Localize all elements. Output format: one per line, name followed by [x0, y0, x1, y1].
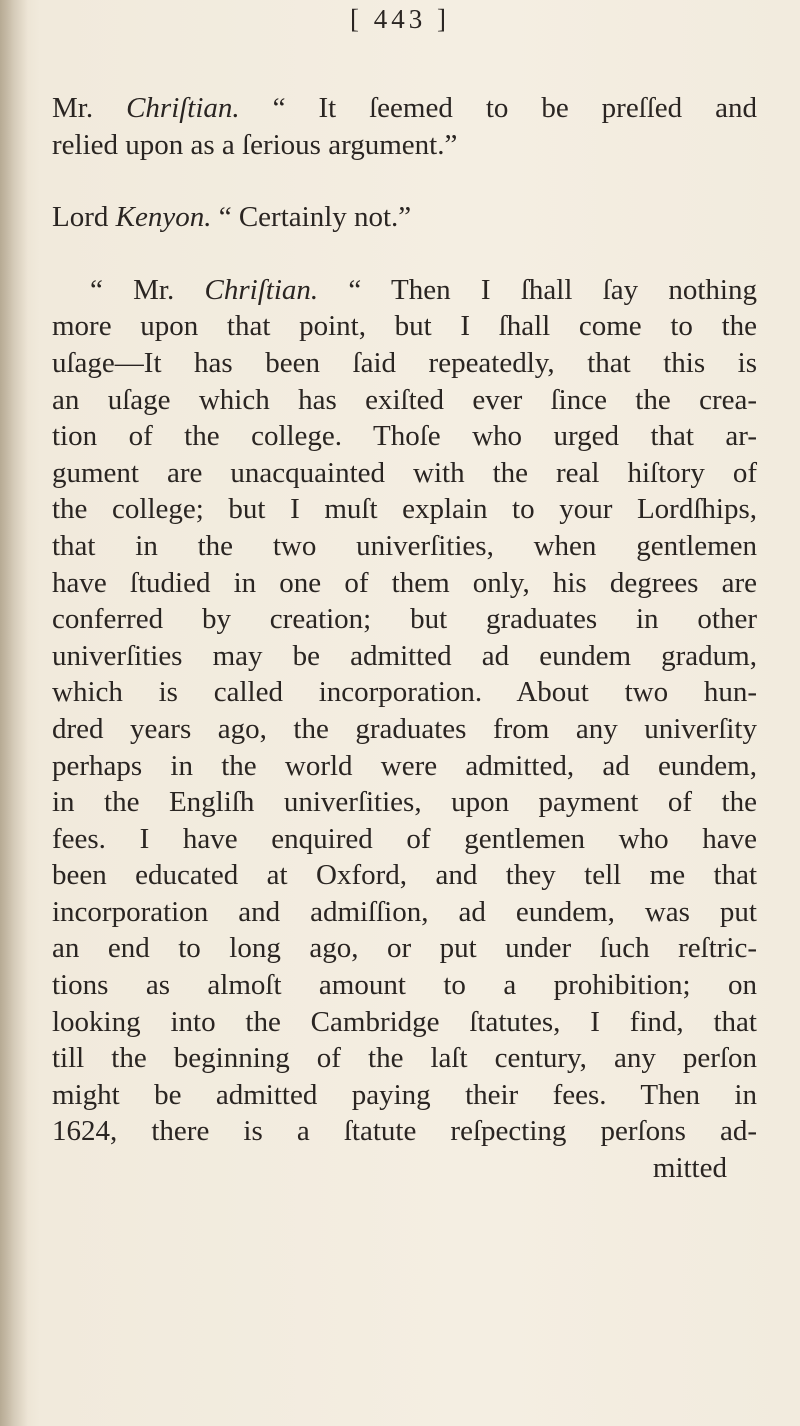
line-text: “ Then I ſhall ſay nothing [318, 273, 757, 306]
line-text: been educated at Oxford, and they tell me that [52, 859, 757, 892]
line-text: an end to long ago, or put under ſuch reſtric- [52, 932, 757, 965]
text-line [52, 821, 757, 858]
text-line [52, 308, 757, 345]
text-line [52, 345, 757, 382]
text-line [52, 455, 757, 492]
text-line [52, 1113, 757, 1150]
body-text [52, 90, 757, 1187]
speaker-name: Kenyon. [115, 201, 212, 234]
line-text: “ It ſeemed to be preſſed and [239, 92, 758, 124]
line-text: perhaps in the world were admitted, ad eundem, [52, 749, 757, 782]
line-text: might be admitted paying their fees. Then in [52, 1078, 757, 1111]
line-text: fees. I have enquired of gentlemen who have [52, 822, 757, 855]
text-line [52, 1077, 757, 1114]
catchword: mitted [652, 1152, 727, 1185]
text-line [52, 601, 757, 638]
gutter-shadow [0, 0, 28, 1426]
paragraph [52, 90, 757, 163]
text-line [52, 491, 757, 528]
speaker-name: Chriſtian. [204, 273, 319, 306]
text-line [52, 638, 757, 675]
line-text: univerſities may be admitted ad eundem gradum, [52, 639, 757, 672]
line-text: tion of the college. Thoſe who urged that ar- [52, 420, 757, 453]
text-line [52, 784, 757, 821]
text-line [52, 1040, 757, 1077]
line-text: which is called incorporation. About two hun- [52, 676, 757, 709]
paragraph [52, 272, 757, 1150]
line-text: conferred by creation; but graduates in other [52, 603, 757, 636]
line-text: “ Mr. [90, 273, 205, 306]
line-text: in the Engliſh univerſities, upon payment of the [52, 786, 757, 819]
text-line [52, 857, 757, 894]
paragraph-gap [52, 163, 757, 199]
paragraph [52, 199, 757, 236]
line-text: uſage—It has been ſaid repeatedly, that this is [52, 346, 757, 379]
line-text: looking into the Cambridge ſtatutes, I find, that [52, 1005, 757, 1038]
page-number-header: [ 443 ] [350, 4, 450, 34]
line-text: gument are unacquainted with the real hiſtory of [52, 456, 757, 489]
line-text: Lord [52, 201, 116, 234]
text-line [52, 1004, 757, 1041]
text-line [52, 272, 757, 309]
line-text: an uſage which has exiſted ever ſince the crea- [52, 383, 757, 416]
line-text: “ Certainly not.” [211, 201, 412, 234]
line-text: dred years ago, the graduates from any univerſity [52, 712, 757, 745]
line-text: till the beginning of the laſt century, any perſon [52, 1042, 757, 1075]
line-text: incorporation and admiſſion, ad eundem, was put [52, 895, 757, 928]
text-line [52, 90, 757, 127]
text-line [52, 382, 757, 419]
text-line [52, 199, 757, 236]
text-line [52, 565, 757, 602]
line-text: tions as almoſt amount to a prohibition; on [52, 969, 757, 1002]
line-text: 1624, there is a ſtatute reſpecting perſons ad- [52, 1115, 757, 1148]
text-line [52, 127, 757, 164]
text-line [52, 674, 757, 711]
line-text: have ſtudied in one of them only, his degrees are [52, 566, 757, 599]
line-text: Mr. [52, 92, 127, 124]
text-line [52, 894, 757, 931]
text-line [52, 418, 757, 455]
text-line [52, 711, 757, 748]
text-line [52, 528, 757, 565]
text-line [52, 748, 757, 785]
line-text: that in the two univerſities, when gentlemen [52, 529, 757, 562]
line-text: relied upon as a ſerious argument.” [52, 128, 458, 161]
line-text: the college; but I muſt explain to your Lordſhips, [52, 493, 757, 526]
line-text: more upon that point, but I ſhall come to the [52, 310, 757, 343]
speaker-name: Chriſtian. [126, 92, 240, 124]
paragraph-gap [52, 236, 757, 272]
text-line [52, 930, 757, 967]
text-line [52, 967, 757, 1004]
